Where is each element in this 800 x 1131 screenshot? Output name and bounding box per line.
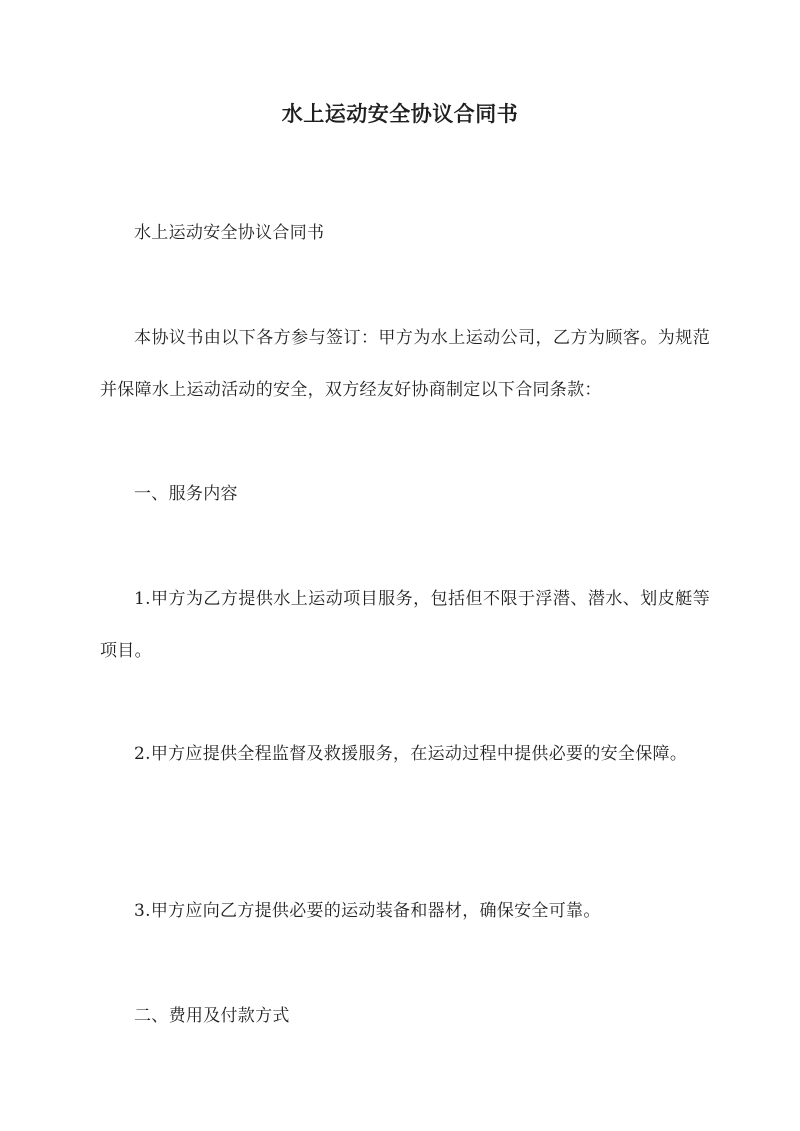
document-subtitle: 水上运动安全协议合同书 [134, 223, 325, 243]
section-heading-fees: 二、费用及付款方式 [134, 1006, 290, 1026]
document-title: 水上运动安全协议合同书 [281, 101, 519, 126]
intro-paragraph: 本协议书由以下各方参与签订：甲方为水上运动公司，乙方为顾客。为规范并保障水上运动活动的安全，双方经友好协商制定以下合同条款： [100, 328, 710, 400]
section-heading-service: 一、服务内容 [134, 484, 238, 504]
clause-item-1: 1.甲方为乙方提供水上运动项目服务，包括但不限于浮潜、潜水、划皮艇等项目。 [100, 589, 710, 661]
clause-item-3: 3.甲方应向乙方提供必要的运动装备和器材，确保安全可靠。 [134, 901, 601, 921]
clause-item-2: 2.甲方应提供全程监督及救援服务，在运动过程中提供必要的安全保障。 [134, 744, 688, 764]
